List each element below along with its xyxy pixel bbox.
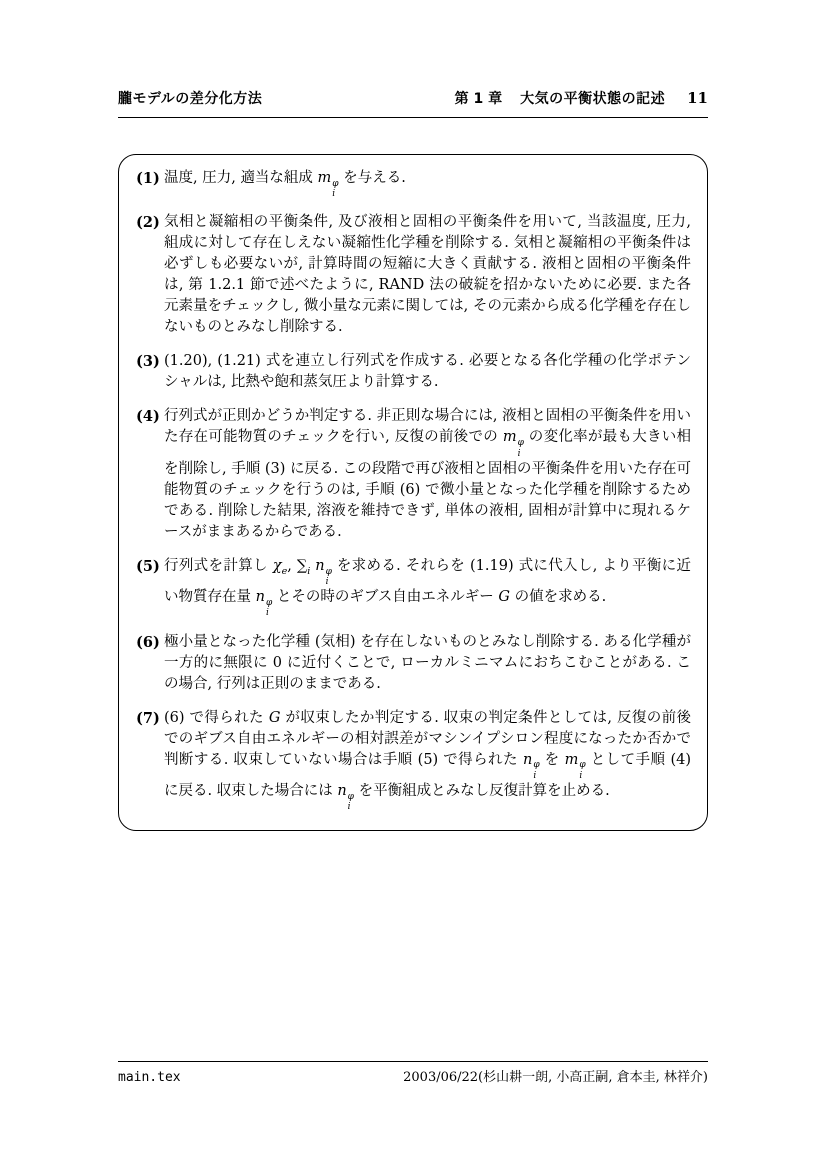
text-run: を <box>539 751 565 768</box>
procedure-item <box>136 406 691 542</box>
text-run: (6) で得られた <box>164 709 269 726</box>
text-run: , <box>287 557 297 574</box>
page-header <box>118 88 708 118</box>
procedure-item-text <box>164 632 691 695</box>
procedure-item <box>136 168 691 199</box>
text-run: を求める. それらを (1.19) 式に代入し, より平衡に近い物質存在量 <box>164 557 692 606</box>
procedure-item <box>136 556 691 619</box>
page-content <box>118 0 708 831</box>
procedure-item-number: (7) <box>136 709 160 727</box>
footer-date-authors: 2003/06/22(杉山耕一朗, 小高正嗣, 倉本圭, 林祥介) <box>403 1070 708 1085</box>
footer-filename: main.tex <box>118 1070 181 1085</box>
text-run: とその時のギブス自由エネルギー <box>272 589 499 606</box>
procedure-box <box>118 154 708 831</box>
text-run: の値を求める. <box>509 589 607 606</box>
page-number: 11 <box>687 89 708 107</box>
procedure-item-number: (1) <box>136 170 160 187</box>
procedure-item-text <box>164 406 691 542</box>
text-run: の変化率が最も大きい相を削除し, 手順 (3) に戻る. この段階で再び液相と固相の平衡条件を用いた存在可能物質のチェックを行うのは, 手順 (6) で微小量となった化学種を削除するためである. 削除した結果, 溶液を維持できず, 単体の液相, 固相が計算中に現れるケースがままあるからである. <box>164 429 692 540</box>
math-run: m φ i <box>502 429 524 459</box>
text-run: を与える. <box>338 170 406 186</box>
text-run: 温度, 圧力, 適当な組成 <box>164 170 318 186</box>
procedure-item-number: (2) <box>136 214 160 232</box>
text-run: 気相と凝縮相の平衡条件, 及び液相と固相の平衡条件を用いて, 当該温度, 圧力, 組成に対して存在しえない凝縮性化学種を削除する. 気相と凝縮相の平衡条件は必ずしも必要ないが, 計算時間の短縮に大きく貢献する. 液相と固相の平衡条件は, 第 1.2.1 節で述べたように, RAND 法の破綻を招かないために必要. また各元素量をチェックし, 微小量な元素に関しては, その元素から成る化学種を存在しないものとみなし削除する. <box>164 214 691 336</box>
procedure-list <box>136 168 691 813</box>
procedure-item-number: (3) <box>136 353 160 371</box>
procedure-item <box>136 708 691 813</box>
running-title: 朧モデルの差分化方法 <box>118 91 263 107</box>
math-run: G <box>268 709 281 726</box>
chapter-label: 第 1 章 <box>454 91 503 107</box>
text-run: (1.20), (1.21) 式を連立し行列式を作成する. 必要となる各化学種の化学ポテンシャルは, 比熱や飽和蒸気圧より計算する. <box>164 353 691 391</box>
text-run: として手順 (4) に戻る. 収束した場合には <box>164 751 691 800</box>
math-run: n φ i <box>315 557 332 587</box>
page-footer <box>118 1061 708 1085</box>
math-run: n φ i <box>522 751 540 781</box>
math-run: n φ i <box>337 783 354 813</box>
procedure-item-text <box>164 212 691 338</box>
math-run: $\chi_e$ <box>272 557 288 577</box>
text-run: が収束したか判定する. 収束の判定条件としては, 反復の前後でのギブス自由エネルギーの相対誤差がマシンイプシロン程度になったか否かで判断する. 収束していない場合は手順 (5) で得られた <box>164 709 692 768</box>
procedure-item-text <box>164 351 691 393</box>
procedure-item-text <box>164 168 691 199</box>
math-run: m φ i <box>564 751 586 781</box>
math-run: n φ i <box>255 589 273 619</box>
text-run: を平衡組成とみなし反復計算を止める. <box>353 783 610 800</box>
text-run: 極小量となった化学種 (気相) を存在しないものとみなし削除する. ある化学種が一方的に無限に 0 に近付くことで, ローカルミニマムにおちこむことがある. この場合, 行列は正則のままである. <box>164 633 691 692</box>
procedure-item-number: (5) <box>136 557 160 575</box>
text-run: 行列式を計算し <box>164 557 273 574</box>
procedure-item <box>136 632 691 695</box>
procedure-item-text <box>164 556 691 619</box>
section-title: 大気の平衡状態の記述 <box>520 91 666 107</box>
procedure-item <box>136 212 691 338</box>
procedure-item <box>136 351 691 393</box>
procedure-item-number: (4) <box>136 408 160 426</box>
math-run: $\sum_i$ <box>296 557 311 577</box>
math-run: m φ i <box>317 170 339 200</box>
math-run: G <box>498 589 510 606</box>
text-run: 行列式が正則かどうか判定する. 非正則な場合には, 液相と固相の平衡条件を用いた存在可能物質のチェックを行い, 反復の前後での <box>164 408 691 446</box>
procedure-item-number: (6) <box>136 633 160 651</box>
procedure-item-text <box>164 708 691 813</box>
header-right-group <box>455 88 708 108</box>
